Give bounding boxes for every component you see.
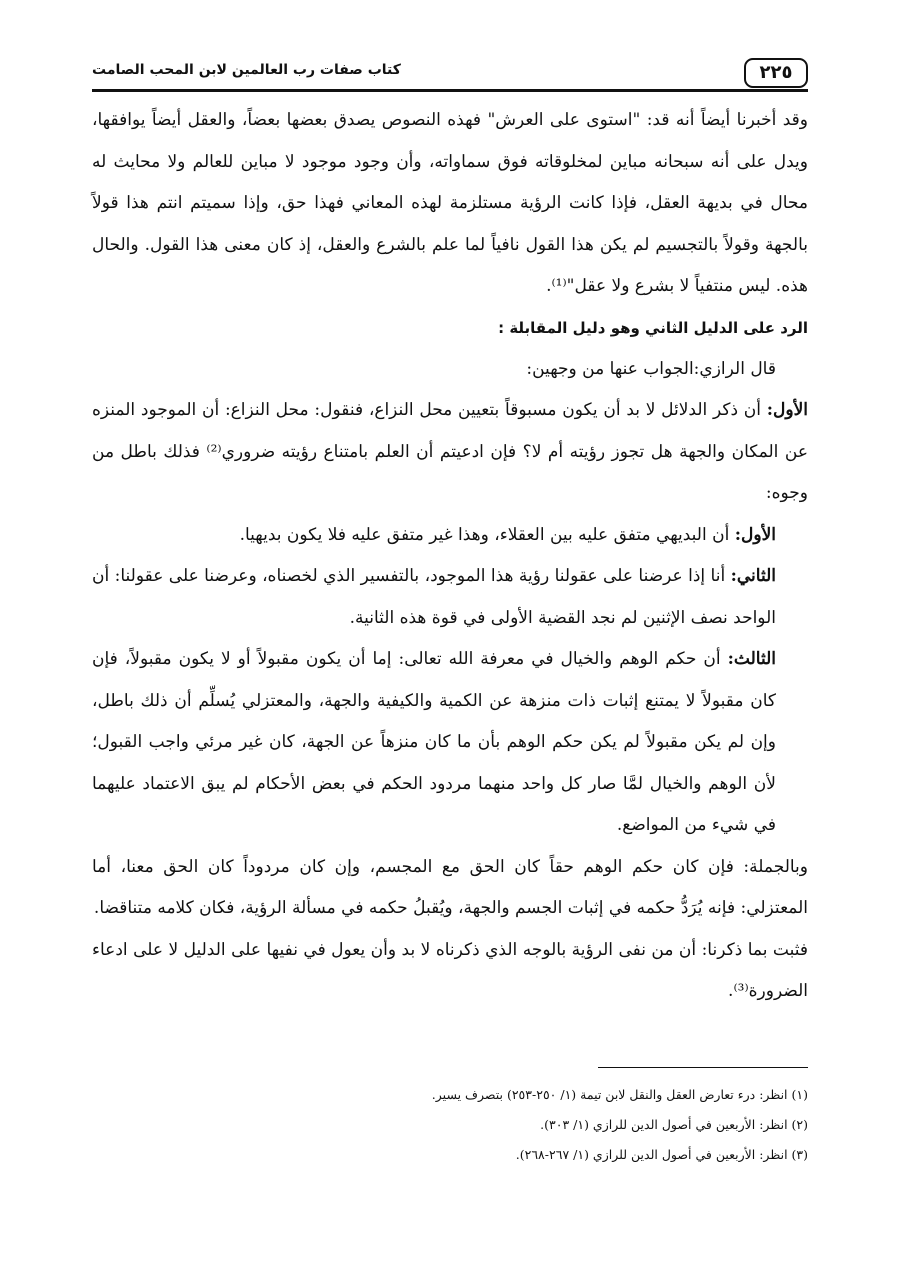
footnote-rule [598, 1067, 808, 1068]
paragraph-6 [92, 639, 808, 847]
paragraph-1: وقد أخبرنا أيضاً أنه قد: "استوى على العرش" فهذه النصوص يصدق بعضها بعضاً، والعقل أيضاً يوافقها، ويدل على أنه سبحانه مباين لمخلوقاته فوق سماواته، وأن وجود موجود لا مباين للعالم ولا محايث له محال في بديهة العقل، فإذا كانت الرؤية مستلزمة لهذه المعاني فهذا حق، وإذا سميتم انتم هذا قولاً بالجهة وقولاً بالتجسيم لم يكن هذا القول نافياً لما علم بالشرع والعقل، إذ كان معنى هذا القول. والحال هذه. ليس منتفياً لا بشرع ولا عقل"⁽¹⁾. [92, 110, 808, 296]
point-label-first: الأول: [766, 400, 808, 420]
paragraph-4-text: أن البديهي متفق عليه بين العقلاء، وهذا غير متفق عليه فلا يكون بديهيا. [239, 524, 735, 545]
footnote-3: (٣) انظر: الأربعين في أصول الدين للرازي (١/ ٢٦٧-٢٦٨). [515, 1147, 808, 1162]
paragraph-6-text: أن حكم الوهم والخيال في معرفة الله تعالى: إما أن يكون مقبولاً أو لا يكون مقبولاً، فإن كان مقبولاً لا يمتنع إثبات ذات منزهة عن الكمية والكيفية والجهة، والمعتزلي يُسلِّم أن ذلك باطل، وإن لم يكن مقبولاً لم يكن حكم الوهم بأن ما كان منزهاً عن الجهة، كان غير مرئي واجب القبول؛ لأن الوهم والخيال لمَّا صار كل واحد منهما مردود الحكم في بعض الأحكام لم يبق الاعتماد عليهما في شيء من المواضع. [92, 649, 776, 835]
footnote-1: (١) انظر: درء تعارض العقل والنقل لابن تيمة (١/ ٢٥٠-٢٥٣) بتصرف يسير. [431, 1087, 808, 1102]
paragraph-3-text: أن ذكر الدلائل لا بد أن يكون مسبوقاً بتعيين محل النزاع، فنقول: محل النزاع: أن الموجود المنزه عن المكان والجهة هل تجوز رؤيته أم لا؟ فإن ادعيتم أن العلم بامتناع رؤيته ضروري⁽²⁾ فذلك باطل من وجوه: [92, 400, 808, 503]
paragraph-7: وبالجملة: فإن كان حكم الوهم حقاً كان الحق مع المجسم، وإن كان مردوداً كان الحق معنا، أما المعتزلي: فإنه يُرَدُّ حكمه في إثبات الجسم والجهة، ويُقبلُ حكمه في مسألة الرؤية، فكان كلامه متناقضا. [92, 856, 808, 918]
page-body [92, 100, 808, 1013]
paragraph-5-text: أنا إذا عرضنا على عقولنا رؤية هذا الموجود، بالتفسير الذي لخصناه، وعرضنا على عقولنا: أن الواحد نصف الإثنين لم نجد القضية الأولى في قوة هذه الثانية. [92, 566, 776, 628]
page-number: ٢٢٥ [744, 58, 808, 88]
paragraph-2: قال الرازي:الجواب عنها من وجهين: [526, 358, 776, 379]
book-title: كتاب صفات رب العالمين لابن المحب الصامت [92, 62, 401, 78]
paragraph-4 [92, 515, 808, 557]
point-label-second: الثاني: [730, 566, 776, 586]
paragraph-5 [92, 556, 808, 639]
footnotes [92, 1080, 808, 1170]
point-label-first-sub: الأول: [734, 524, 776, 545]
paragraph-8: فثبت بما ذكرنا: أن من نفى الرؤية بالوجه الذي ذكرناه لا بد وأن يعول في نفيها على الدليل لا على ادعاء الضرورة⁽³⁾. [92, 939, 808, 1001]
page-header [92, 54, 808, 90]
paragraph-3 [92, 390, 808, 515]
footnote-2: (٢) انظر: الأربعين في أصول الدين للرازي (١/ ٣٠٣). [540, 1117, 808, 1132]
header-rule [92, 89, 808, 92]
point-label-third: الثالث: [727, 649, 776, 669]
section-heading: الرد على الدليل الثاني وهو دليل المقابلة : [498, 318, 808, 337]
